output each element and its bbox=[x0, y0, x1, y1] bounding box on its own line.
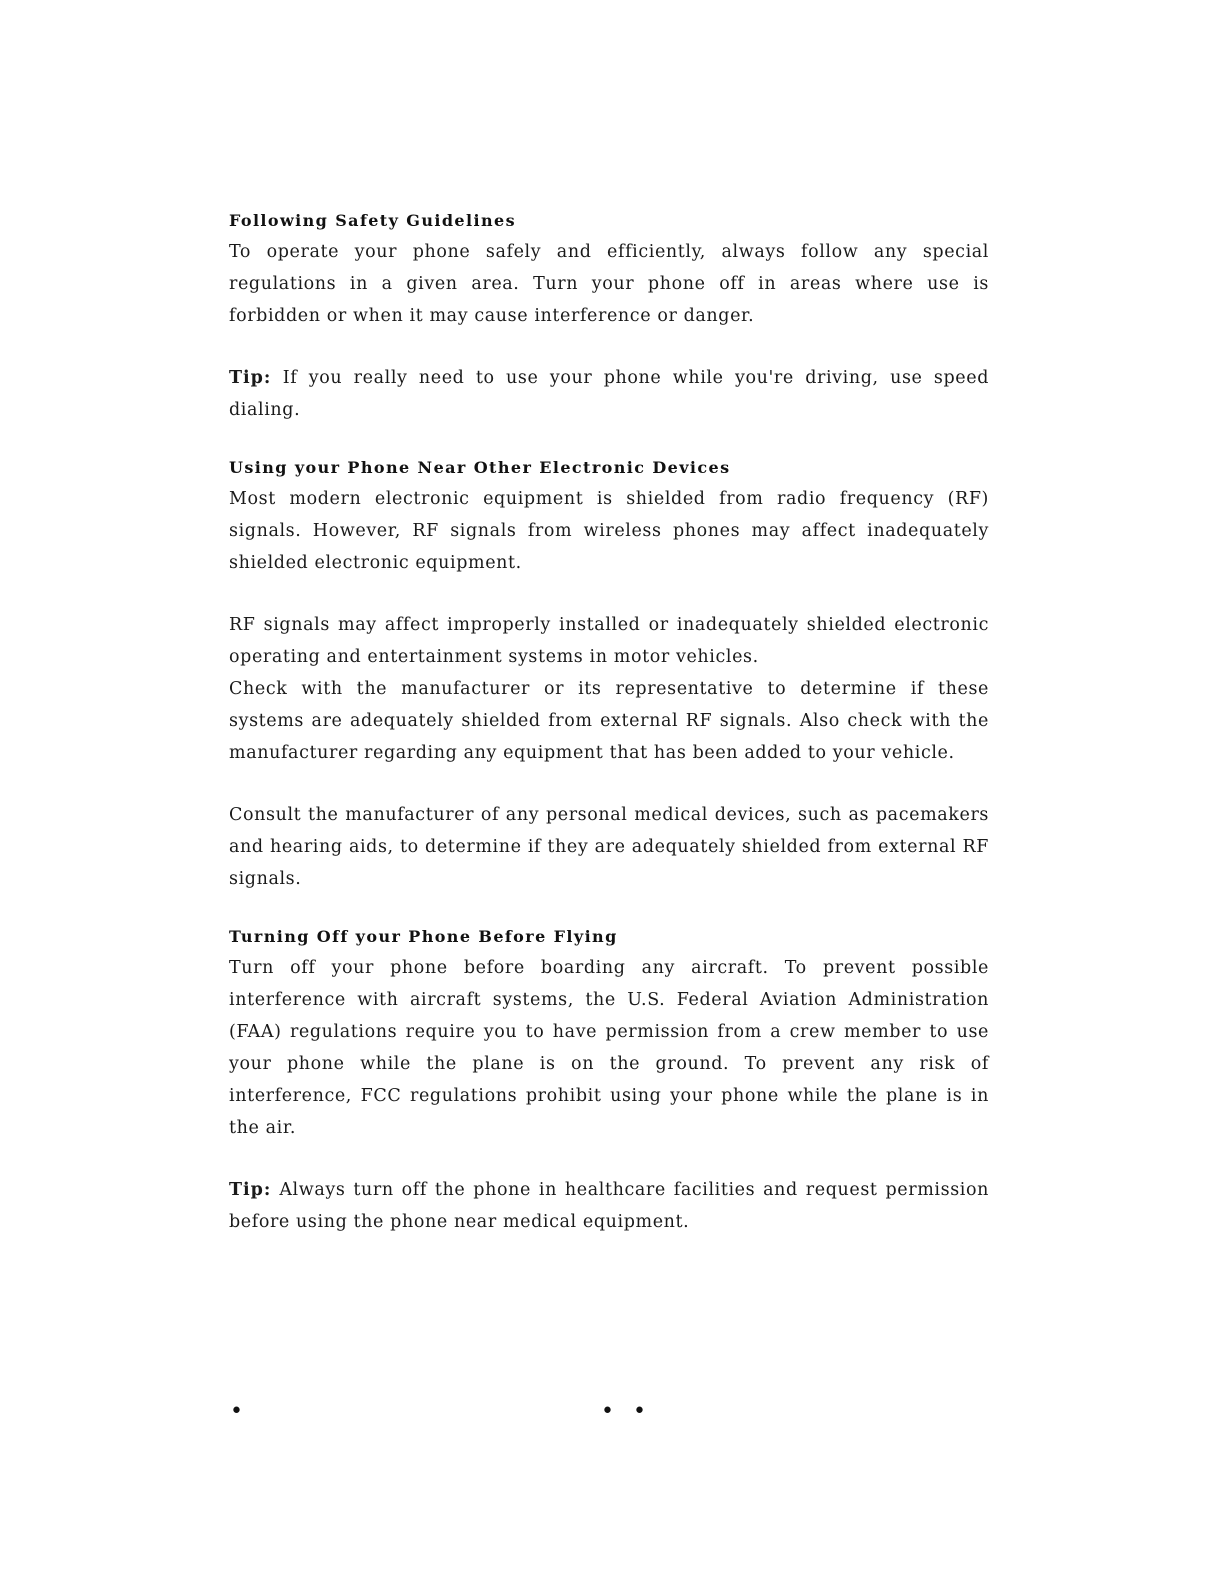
heading-electronic-devices: Using your Phone Near Other Electronic Devices bbox=[229, 458, 731, 477]
tip-label: Tip: bbox=[229, 368, 272, 388]
document-page bbox=[229, 206, 989, 1238]
heading-before-flying: Turning Off your Phone Before Flying bbox=[229, 927, 618, 946]
footer-mark-center: • • bbox=[601, 1399, 652, 1424]
tip-driving bbox=[229, 362, 989, 426]
tip-label: Tip: bbox=[229, 1180, 272, 1200]
paragraph-motor-vehicles: RF signals may affect improperly installed or inadequately shielded electronic operating and entertainment systems in motor vehicles. bbox=[229, 615, 989, 667]
paragraph-check-manufacturer: Check with the manufacturer or its representative to determine if these systems are adequately shielded from external RF signals. Also check with the manufacturer regarding any equipment that has been added to your vehicle. bbox=[229, 679, 989, 763]
paragraph-medical-devices: Consult the manufacturer of any personal medical devices, such as pacemakers and hearing aids, to determine if they are adequately shielded from external RF signals. bbox=[229, 805, 989, 889]
paragraph-safety-guidelines: To operate your phone safely and efficiently, always follow any special regulations in a given area. Turn your phone off in areas where use is forbidden or when it may cause interference or danger. bbox=[229, 242, 989, 326]
footer-mark-left: • bbox=[230, 1399, 243, 1424]
paragraph-rf-shielding: Most modern electronic equipment is shielded from radio frequency (RF) signals. However, RF signals from wireless phones may affect inadequately shielded electronic equipment. bbox=[229, 489, 989, 573]
paragraph-before-flying: Turn off your phone before boarding any aircraft. To prevent possible interference with aircraft systems, the U.S. Federal Aviation Administration (FAA) regulations require you to have permission from a crew member to use your phone while the plane is on the ground. To prevent any risk of interference, FCC regulations prohibit using your phone while the plane is in the air. bbox=[229, 958, 989, 1138]
tip-healthcare bbox=[229, 1174, 989, 1238]
heading-safety-guidelines: Following Safety Guidelines bbox=[229, 211, 516, 230]
tip-text: Always turn off the phone in healthcare facilities and request permission before using the phone near medical equipment. bbox=[229, 1180, 989, 1232]
tip-text: If you really need to use your phone while you're driving, use speed dialing. bbox=[229, 368, 989, 420]
